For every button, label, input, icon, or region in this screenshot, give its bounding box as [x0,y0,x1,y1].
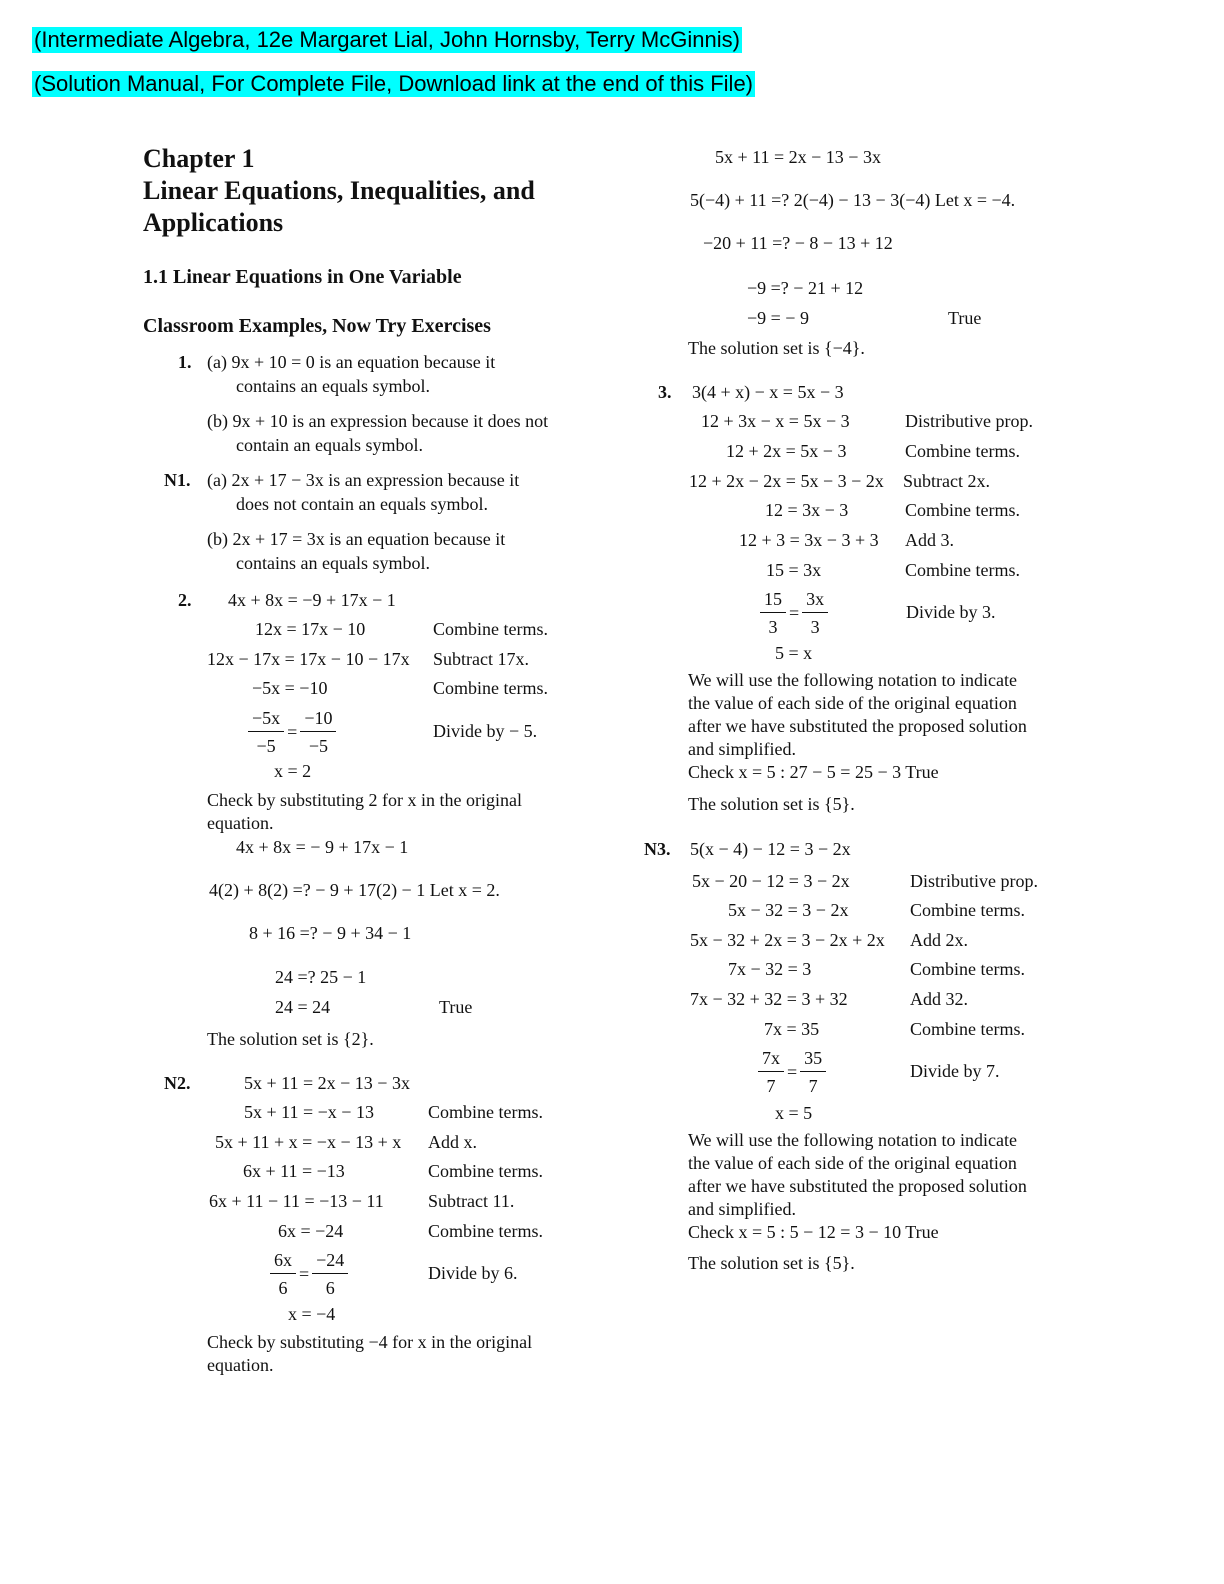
equation-line: 12x = 17x − 10 [255,619,366,639]
step-reason: Add x. [428,1132,477,1152]
check-line: 8 + 16 =? − 9 + 34 − 1 [249,923,412,943]
fraction-numerator: 35 [800,1047,826,1072]
equation-line: 5x + 11 = −x − 13 [244,1102,374,1122]
note-line: We will use the following notation to indicate [688,1130,1017,1150]
check-text: Check by substituting −4 for x in the original [207,1332,533,1352]
step-reason: Combine terms. [910,959,1025,979]
exercise-number: 3. [658,382,672,402]
equation-line: 5(x − 4) − 12 = 3 − 2x [690,839,851,859]
fraction-equation: $\frac{-5x}{-5}$ = $\frac{-10}{-5}$ [248,707,336,757]
step-reason: Subtract 11. [428,1191,515,1211]
check-line: 5(−4) + 11 =? 2(−4) − 13 − 3(−4) Let x = −4. [690,190,1016,210]
note-line: We will use the following notation to indicate [688,670,1017,690]
section-title: 1.1 Linear Equations in One Variable [143,266,462,288]
check-line: −9 =? − 21 + 12 [747,278,864,298]
exercise-number: N1. [164,470,191,490]
fraction-denominator: −5 [256,736,276,756]
fraction-numerator: −10 [300,707,336,732]
exercise-text: contains an equals symbol. [236,553,430,573]
header-banner-download: (Solution Manual, For Complete File, Download link at the end of this File) [34,71,754,96]
fraction-equation: $\frac{7x}{7}$ = $\frac{35}{7}$ [758,1047,826,1097]
fraction-denominator: 7 [808,1076,818,1096]
equation-line: 5x − 32 = 3 − 2x [728,900,849,920]
fraction-numerator: −24 [312,1249,348,1274]
note-line: the value of each side of the original equation [688,1153,1017,1173]
step-reason: Divide by 6. [428,1263,518,1283]
step-reason: Distributive prop. [910,871,1038,891]
equation-line: 3(4 + x) − x = 5x − 3 [692,382,844,402]
equation-line: 5x − 20 − 12 = 3 − 2x [692,871,850,891]
equation-line: x = 5 [775,1103,813,1123]
exercise-text: contains an equals symbol. [236,376,430,396]
check-line: Check x = 5 : 5 − 12 = 3 − 10 True [688,1222,939,1242]
equation-line: 6x = −24 [278,1221,344,1241]
solution-set: The solution set is {5}. [688,794,855,814]
step-reason: Combine terms. [428,1221,543,1241]
equation-line: 7x − 32 + 32 = 3 + 32 [690,989,848,1009]
check-line: 24 =? 25 − 1 [275,967,367,987]
equation-line: 5x − 32 + 2x = 3 − 2x + 2x [690,930,885,950]
equation-line: 6x + 11 − 11 = −13 − 11 [209,1191,384,1211]
exercise-number: 1. [178,352,192,372]
exercise-number: N3. [644,839,671,859]
note-line: after we have substituted the proposed solution [688,1176,1027,1196]
fraction-numerator: −5x [248,707,284,732]
check-line: 5x + 11 = 2x − 13 − 3x [715,147,881,167]
fraction-denominator: 3 [810,617,820,637]
exercise-number: 2. [178,590,192,610]
step-reason: Combine terms. [910,1019,1025,1039]
fraction-denominator: −5 [308,736,328,756]
step-reason: Combine terms. [428,1161,543,1181]
equation-line: 5 = x [775,643,813,663]
step-reason: Subtract 17x. [433,649,529,669]
equation-line: 7x − 32 = 3 [728,959,812,979]
subsection-title: Classroom Examples, Now Try Exercises [143,315,491,337]
equation-line: 7x = 35 [764,1019,820,1039]
equation-line: 12 + 2x = 5x − 3 [726,441,847,461]
step-reason: Add 32. [910,989,968,1009]
check-text: Check by substituting 2 for x in the original [207,790,522,810]
step-reason: Combine terms. [910,900,1025,920]
exercise-number: N2. [164,1073,191,1093]
equation-line: 12 + 3 = 3x − 3 + 3 [739,530,879,550]
step-reason: Divide by 3. [906,602,996,622]
fraction-denominator: 3 [768,617,778,637]
equation-line: 5x + 11 = 2x − 13 − 3x [244,1073,410,1093]
fraction-equation: $\frac{6x}{6}$ = $\frac{-24}{6}$ [270,1249,348,1299]
notation-note [688,1129,1027,1221]
exercise-text: (b) 2x + 17 = 3x is an equation because it [207,529,506,549]
step-reason: Add 2x. [910,930,968,950]
step-reason: Combine terms. [433,619,548,639]
step-reason: Combine terms. [428,1102,543,1122]
equation-line: 12x − 17x = 17x − 10 − 17x [207,649,410,669]
fraction-denominator: 6 [325,1278,335,1298]
check-line: 24 = 24 [275,997,331,1017]
note-line: and simplified. [688,1199,796,1219]
solution-set: The solution set is {−4}. [688,338,865,358]
note-line: after we have substituted the proposed solution [688,716,1027,736]
fraction-numerator: 3x [802,588,828,613]
check-line: −20 + 11 =? − 8 − 13 + 12 [703,233,893,253]
chapter-subtitle-line1: Linear Equations, Inequalities, and [143,176,535,205]
fraction-equation: $\frac{15}{3}$ = $\frac{3x}{3}$ [760,588,828,638]
note-line: and simplified. [688,739,796,759]
step-reason: Distributive prop. [905,411,1033,431]
equation-line: 4x + 8x = −9 + 17x − 1 [228,590,396,610]
equation-line: 12 + 3x − x = 5x − 3 [701,411,850,431]
chapter-title: Chapter 1 [143,144,255,173]
check-line: Check x = 5 : 27 − 5 = 25 − 3 True [688,762,939,782]
equation-line: 12 = 3x − 3 [765,500,849,520]
step-reason: Combine terms. [433,678,548,698]
fraction-denominator: 6 [278,1278,288,1298]
equation-line: −5x = −10 [252,678,328,698]
step-reason: Combine terms. [905,560,1020,580]
exercise-text: does not contain an equals symbol. [236,494,488,514]
check-result: True [439,997,473,1017]
note-line: the value of each side of the original equation [688,693,1017,713]
exercise-text: contain an equals symbol. [236,435,423,455]
check-text: equation. [207,1355,274,1375]
step-reason: Combine terms. [905,500,1020,520]
exercise-text: (a) 9x + 10 = 0 is an equation because it [207,352,496,372]
equation-line: 12 + 2x − 2x = 5x − 3 − 2x [689,471,884,491]
fraction-denominator: 7 [766,1076,776,1096]
check-line: −9 = − 9 [747,308,809,328]
step-reason: Divide by − 5. [433,721,538,741]
equation-line: 15 = 3x [766,560,822,580]
notation-note [688,669,1027,761]
check-text: equation. [207,813,274,833]
chapter-subtitle-line2: Applications [143,208,284,237]
exercise-text: (b) 9x + 10 is an expression because it does not [207,411,549,431]
equation-line: 6x + 11 = −13 [243,1161,345,1181]
fraction-numerator: 6x [270,1249,296,1274]
check-line: 4(2) + 8(2) =? − 9 + 17(2) − 1 Let x = 2. [209,880,500,900]
equation-line: 5x + 11 + x = −x − 13 + x [215,1132,402,1152]
equation-line: x = 2 [274,761,312,781]
step-reason: Combine terms. [905,441,1020,461]
step-reason: Add 3. [905,530,954,550]
header-banner-title: (Intermediate Algebra, 12e Margaret Lial, John Hornsby, Terry McGinnis) [34,27,740,52]
check-result: True [948,308,982,328]
exercise-text: (a) 2x + 17 − 3x is an expression because it [207,470,520,490]
check-line: 4x + 8x = − 9 + 17x − 1 [236,837,409,857]
solution-set: The solution set is {2}. [207,1029,374,1049]
step-reason: Divide by 7. [910,1061,1000,1081]
fraction-numerator: 7x [758,1047,784,1072]
solution-set: The solution set is {5}. [688,1253,855,1273]
step-reason: Subtract 2x. [903,471,990,491]
fraction-numerator: 15 [760,588,786,613]
equation-line: x = −4 [288,1304,336,1324]
